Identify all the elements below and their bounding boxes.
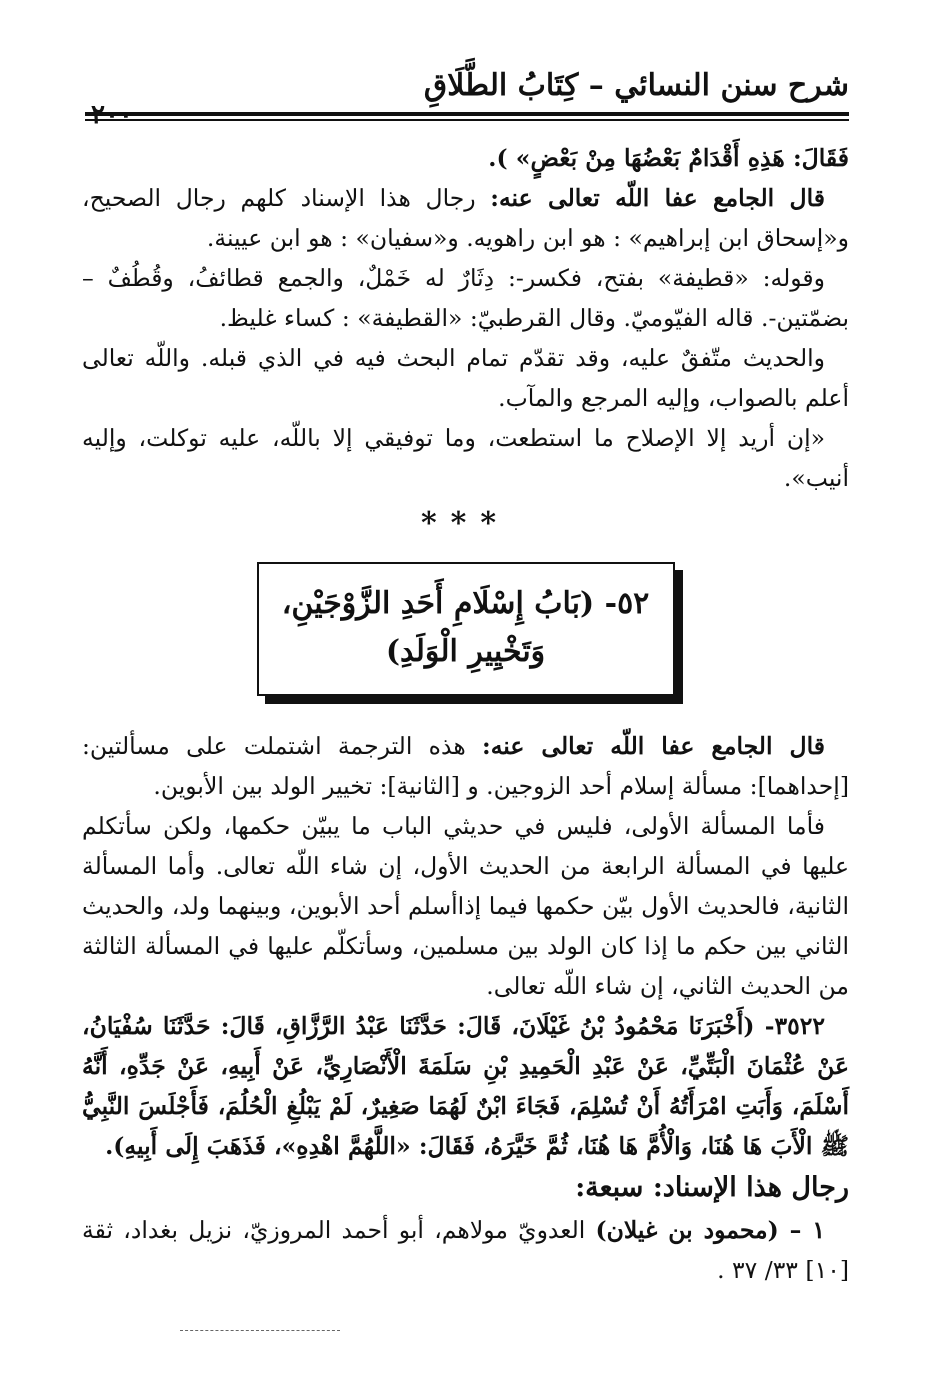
- author-lead: قال الجامع عفا اللّه تعالى عنه:: [490, 184, 825, 212]
- paragraph-text: رجال هذا الإسناد كلهم رجال الصحيح، و«إسحاق ابن إبراهيم» : هو ابن راهويه. و«سفيان» : هو ابن عيينة.: [82, 184, 849, 252]
- paragraph: والحديث متّفقٌ عليه، وقد تقدّم تمام البحث فيه في الذي قبله. واللّه تعالى أعلم بالصواب، وإليه المرجع والمآب.: [82, 344, 849, 412]
- chapter-heading-wrap: [82, 562, 849, 696]
- chapter-heading-box: [257, 562, 675, 696]
- chapter-title-line-1: ٥٢- (بَابُ إِسْلَامِ أَحَدِ الزَّوْجَيْنِ،: [281, 586, 650, 621]
- paragraph: وقوله: «قطيفة» بفتح، فكسر-: دِثَارٌ له خَمْلٌ، والجمع قطائفُ، وقُطُفٌ – بضمّتين-. قاله الفيّوميّ. وقال القرطبيّ: «القطيفة» : كساء غليظ.: [82, 264, 849, 332]
- isnad-heading: رجال هذا الإسناد: سبعة:: [575, 1172, 849, 1203]
- paragraph: فأما المسألة الأولى، فليس في حديثي الباب ما يبيّن حكمها، ولكن سأتكلم عليها في المسألة الرابعة من الحديث الأول، إن شاء اللّه تعالى. وأما المسألة الثانية، فالحديث الأول بيّن حكمها فيما إذاأسلم أحد الأبوين، وبينهما ولد، والحديث الثاني بين حكم ما إذا كان الولد بين مسلمين، وسأتكلّم عليها في المسألة الثالثة من الحديث الثاني، إن شاء اللّه تعالى.: [82, 812, 849, 1000]
- narrator-entry: [82, 1210, 849, 1290]
- page-content: [82, 138, 849, 1290]
- hadith-text: ٣٥٢٢- (أَخْبَرَنَا مَحْمُودُ بْنُ غَيْلَانَ، قَالَ: حَدَّثَنَا عَبْدُ الرَّزَّاقِ، قَالَ: حَدَّثَنَا سُفْيَانُ، عَنْ عُثْمَانَ الْبَتِّيِّ، عَنْ عَبْدِ الْحَمِيدِ بْنِ سَلَمَةَ الْأَنْصَارِيِّ، عَنْ أَبِيهِ، عَنْ جَدِّهِ، أَنَّهُ أَسْلَمَ، وَأَبَتِ امْرَأَتُهُ أَنْ تُسْلِمَ، فَجَاءَ ابْنٌ لَهُمَا صَغِيرٌ، لَمْ يَبْلُغِ الْحُلُمَ، فَأَجْلَسَ النَّبِيُّ ﷺ الْأَبَ هَا هُنَا، وَالْأُمَّ هَا هُنَا، ثُمَّ خَيَّرَهُ، فَقَالَ: «اللَّهُمَّ اهْدِهِ»، فَذَهَبَ إِلَى أَبِيهِ).: [82, 1012, 849, 1160]
- header-rule-thin: [85, 119, 849, 121]
- header-title: شرح سنن النسائي – كِتَابُ الطَّلَاقِ: [423, 68, 849, 103]
- narrator-details: العدويّ مولاهم، أبو أحمد المروزيّ، نزيل بغداد، ثقة [١٠] ٣٣/ ٣٧ .: [82, 1216, 849, 1284]
- paragraph-text: هذه الترجمة اشتملت على مسألتين: [إحداهما]: مسألة إسلام أحد الزوجين. و [الثانية]: تخيير الولد بين الأبوين.: [82, 732, 849, 800]
- footnote-rule: [180, 1330, 340, 1332]
- chapter-title-line-2: وَتَخْيِيرِ الْوَلَدِ): [385, 634, 546, 669]
- paragraph: [82, 178, 849, 258]
- narrator-name: ١ – (محمود بن غيلان): [595, 1216, 825, 1244]
- hadith-ending: فَقَالَ: هَذِهِ أَقْدَامٌ بَعْضُهَا مِنْ بَعْضٍ» ).: [488, 144, 849, 172]
- paragraph: [82, 726, 849, 806]
- paragraph: «إن أريد إلا الإصلاح ما استطعت، وما توفيقي إلا باللّه، عليه توكلت، وإليه أنيب».: [82, 424, 849, 492]
- section-separator: ***: [420, 506, 511, 541]
- author-lead: قال الجامع عفا اللّه تعالى عنه:: [482, 732, 825, 760]
- header-rule-thick: [85, 112, 849, 116]
